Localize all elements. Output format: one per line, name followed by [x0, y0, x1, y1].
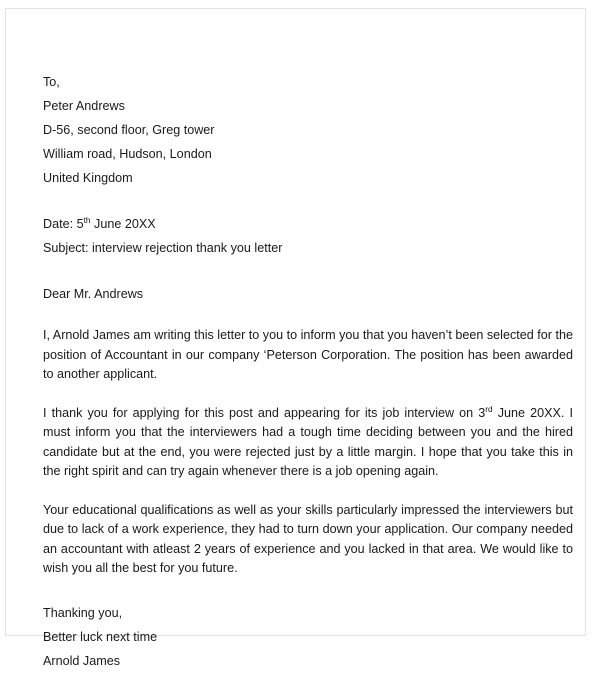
spacer-after-recipient [43, 190, 573, 212]
body-paragraph-1: I, Arnold James am writing this letter to you to inform you that you haven’t been selected for the position of Accountant in our company ‘Peterson Corporation. The position has been awarded to another applicant. [43, 328, 573, 381]
subject-line: Subject: interview rejection thank you letter [43, 241, 283, 255]
spacer-before-closing [43, 579, 573, 601]
date-line [43, 212, 573, 236]
date-ordinal-suffix: th [83, 214, 91, 225]
closing-block [43, 601, 573, 673]
recipient-address-line-3: United Kingdom [43, 171, 133, 185]
spacer-after-salutation [43, 306, 573, 326]
paragraph-2-ordinal-suffix: rd [485, 403, 493, 414]
recipient-to-label: To, [43, 75, 60, 89]
signature-name: Arnold James [43, 653, 120, 668]
salutation-block [43, 282, 573, 306]
salutation-line: Dear Mr. Andrews [43, 287, 144, 301]
body-paragraph-3: Your educational qualifications as well as your skills particularly impressed the interviewers but due to lack of a work experience, they had to turn down your application. Our company needed an accountant with atleast 2 years of experience and you lacked in that area. We would like to wish you all the best for you future. [43, 502, 573, 575]
letter-meta-block [43, 212, 573, 260]
spacer-after-meta [43, 260, 573, 282]
date-rest: June 20XX [90, 217, 156, 231]
recipient-address-line-2: William road, Hudson, London [43, 147, 212, 161]
paragraph-2-segment-3: June 20XX. I must inform you that the interviewers had a tough time deciding between you and the hired candidate but at the end, you were rejected just by a little margin. I hope that you take this in the right spirit and can try again whenever there is a job opening again. [43, 405, 573, 478]
closing-wishes: Better luck next time [43, 629, 158, 644]
paragraph-2-segment-1: I thank you for applying for this post and appearing for its job interview on 3 [43, 405, 486, 420]
letter-content [43, 70, 573, 673]
recipient-address-line-1: D-56, second floor, Greg tower [43, 123, 215, 137]
body-paragraph-2 [43, 404, 573, 482]
closing-thanks: Thanking you, [43, 605, 123, 620]
date-day: 5 [76, 217, 84, 231]
recipient-name: Peter Andrews [43, 99, 125, 113]
recipient-block [43, 70, 573, 190]
letter-page [5, 8, 586, 668]
date-prefix: Date: [43, 217, 77, 231]
